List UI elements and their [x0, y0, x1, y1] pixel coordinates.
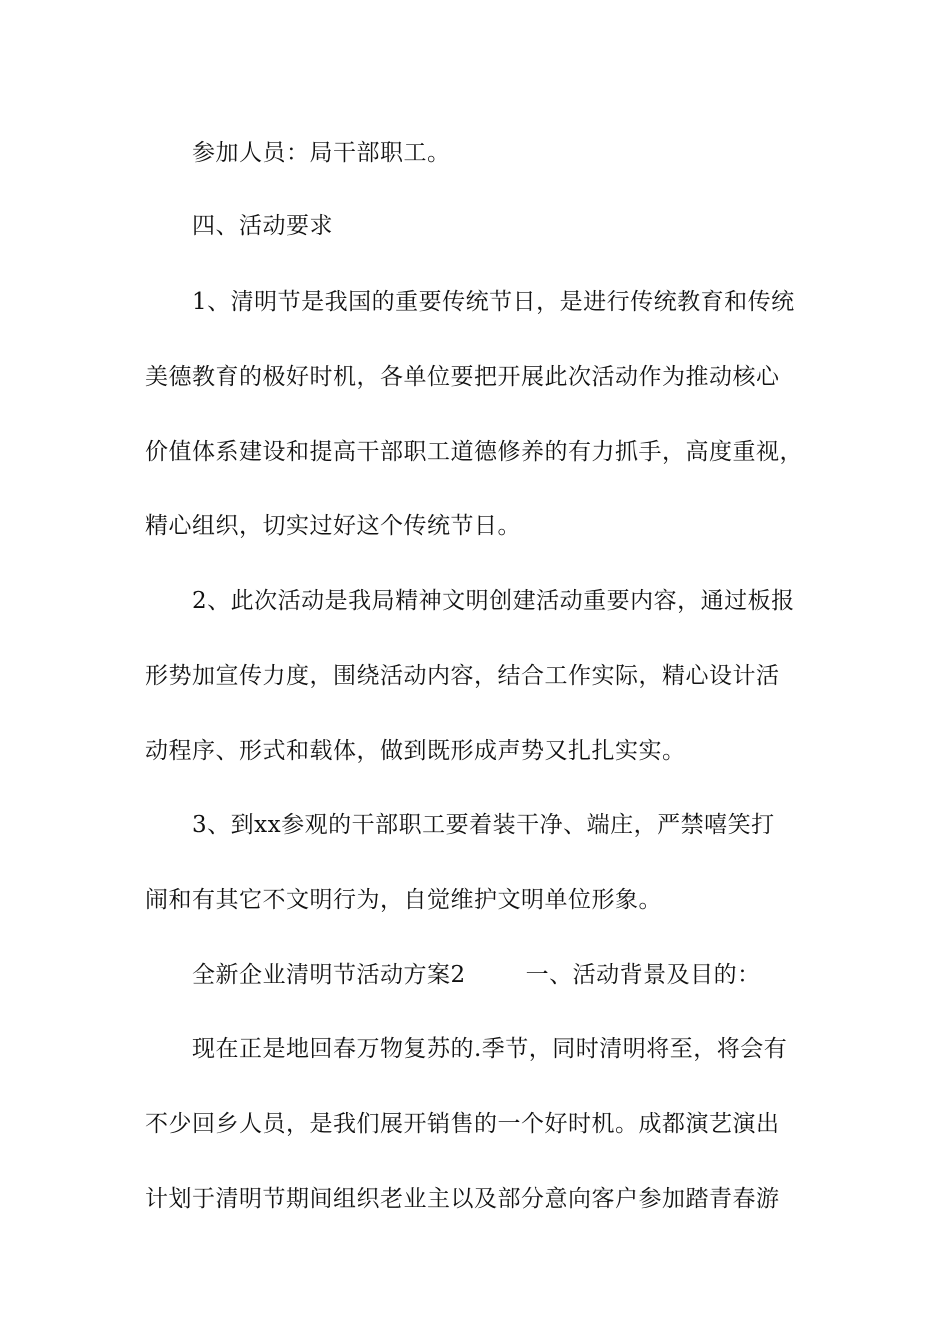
section-heading: 一、活动背景及目的：	[525, 962, 761, 988]
text-line: 动程序、形式和载体，做到既形成声势又扎扎实实。	[145, 738, 686, 764]
heading-line	[192, 955, 872, 995]
text-line: 3、到xx参观的干部职工要着装干净、端庄，严禁嘻笑打	[192, 812, 775, 838]
text-line: 形势加宣传力度，围绕活动内容，结合工作实际，精心设计活	[145, 663, 780, 689]
text-line: 精心组织，切实过好这个传统节日。	[145, 513, 521, 539]
text-line: 价值体系建设和提高干部职工道德修养的有力抓手，高度重视，	[145, 439, 803, 465]
text-line: 1、清明节是我国的重要传统节日，是进行传统教育和传统	[192, 289, 795, 315]
text-line: 不少回乡人员，是我们展开销售的一个好时机。成都演艺演出	[145, 1111, 780, 1137]
text-line: 参加人员：局干部职工。	[192, 140, 451, 166]
text-line: 美德教育的极好时机，各单位要把开展此次活动作为推动核心	[145, 364, 780, 390]
text-line: 现在正是地回春万物复苏的.季节，同时清明将至，将会有	[192, 1036, 788, 1062]
document-title: 全新企业清明节活动方案2	[192, 962, 466, 988]
text-line: 计划于清明节期间组织老业主以及部分意向客户参加踏青春游	[145, 1186, 780, 1212]
section-heading: 四、活动要求	[192, 213, 333, 239]
text-line: 闹和有其它不文明行为，自觉维护文明单位形象。	[145, 887, 662, 913]
text-line: 2、此次活动是我局精神文明创建活动重要内容，通过板报	[192, 588, 795, 614]
